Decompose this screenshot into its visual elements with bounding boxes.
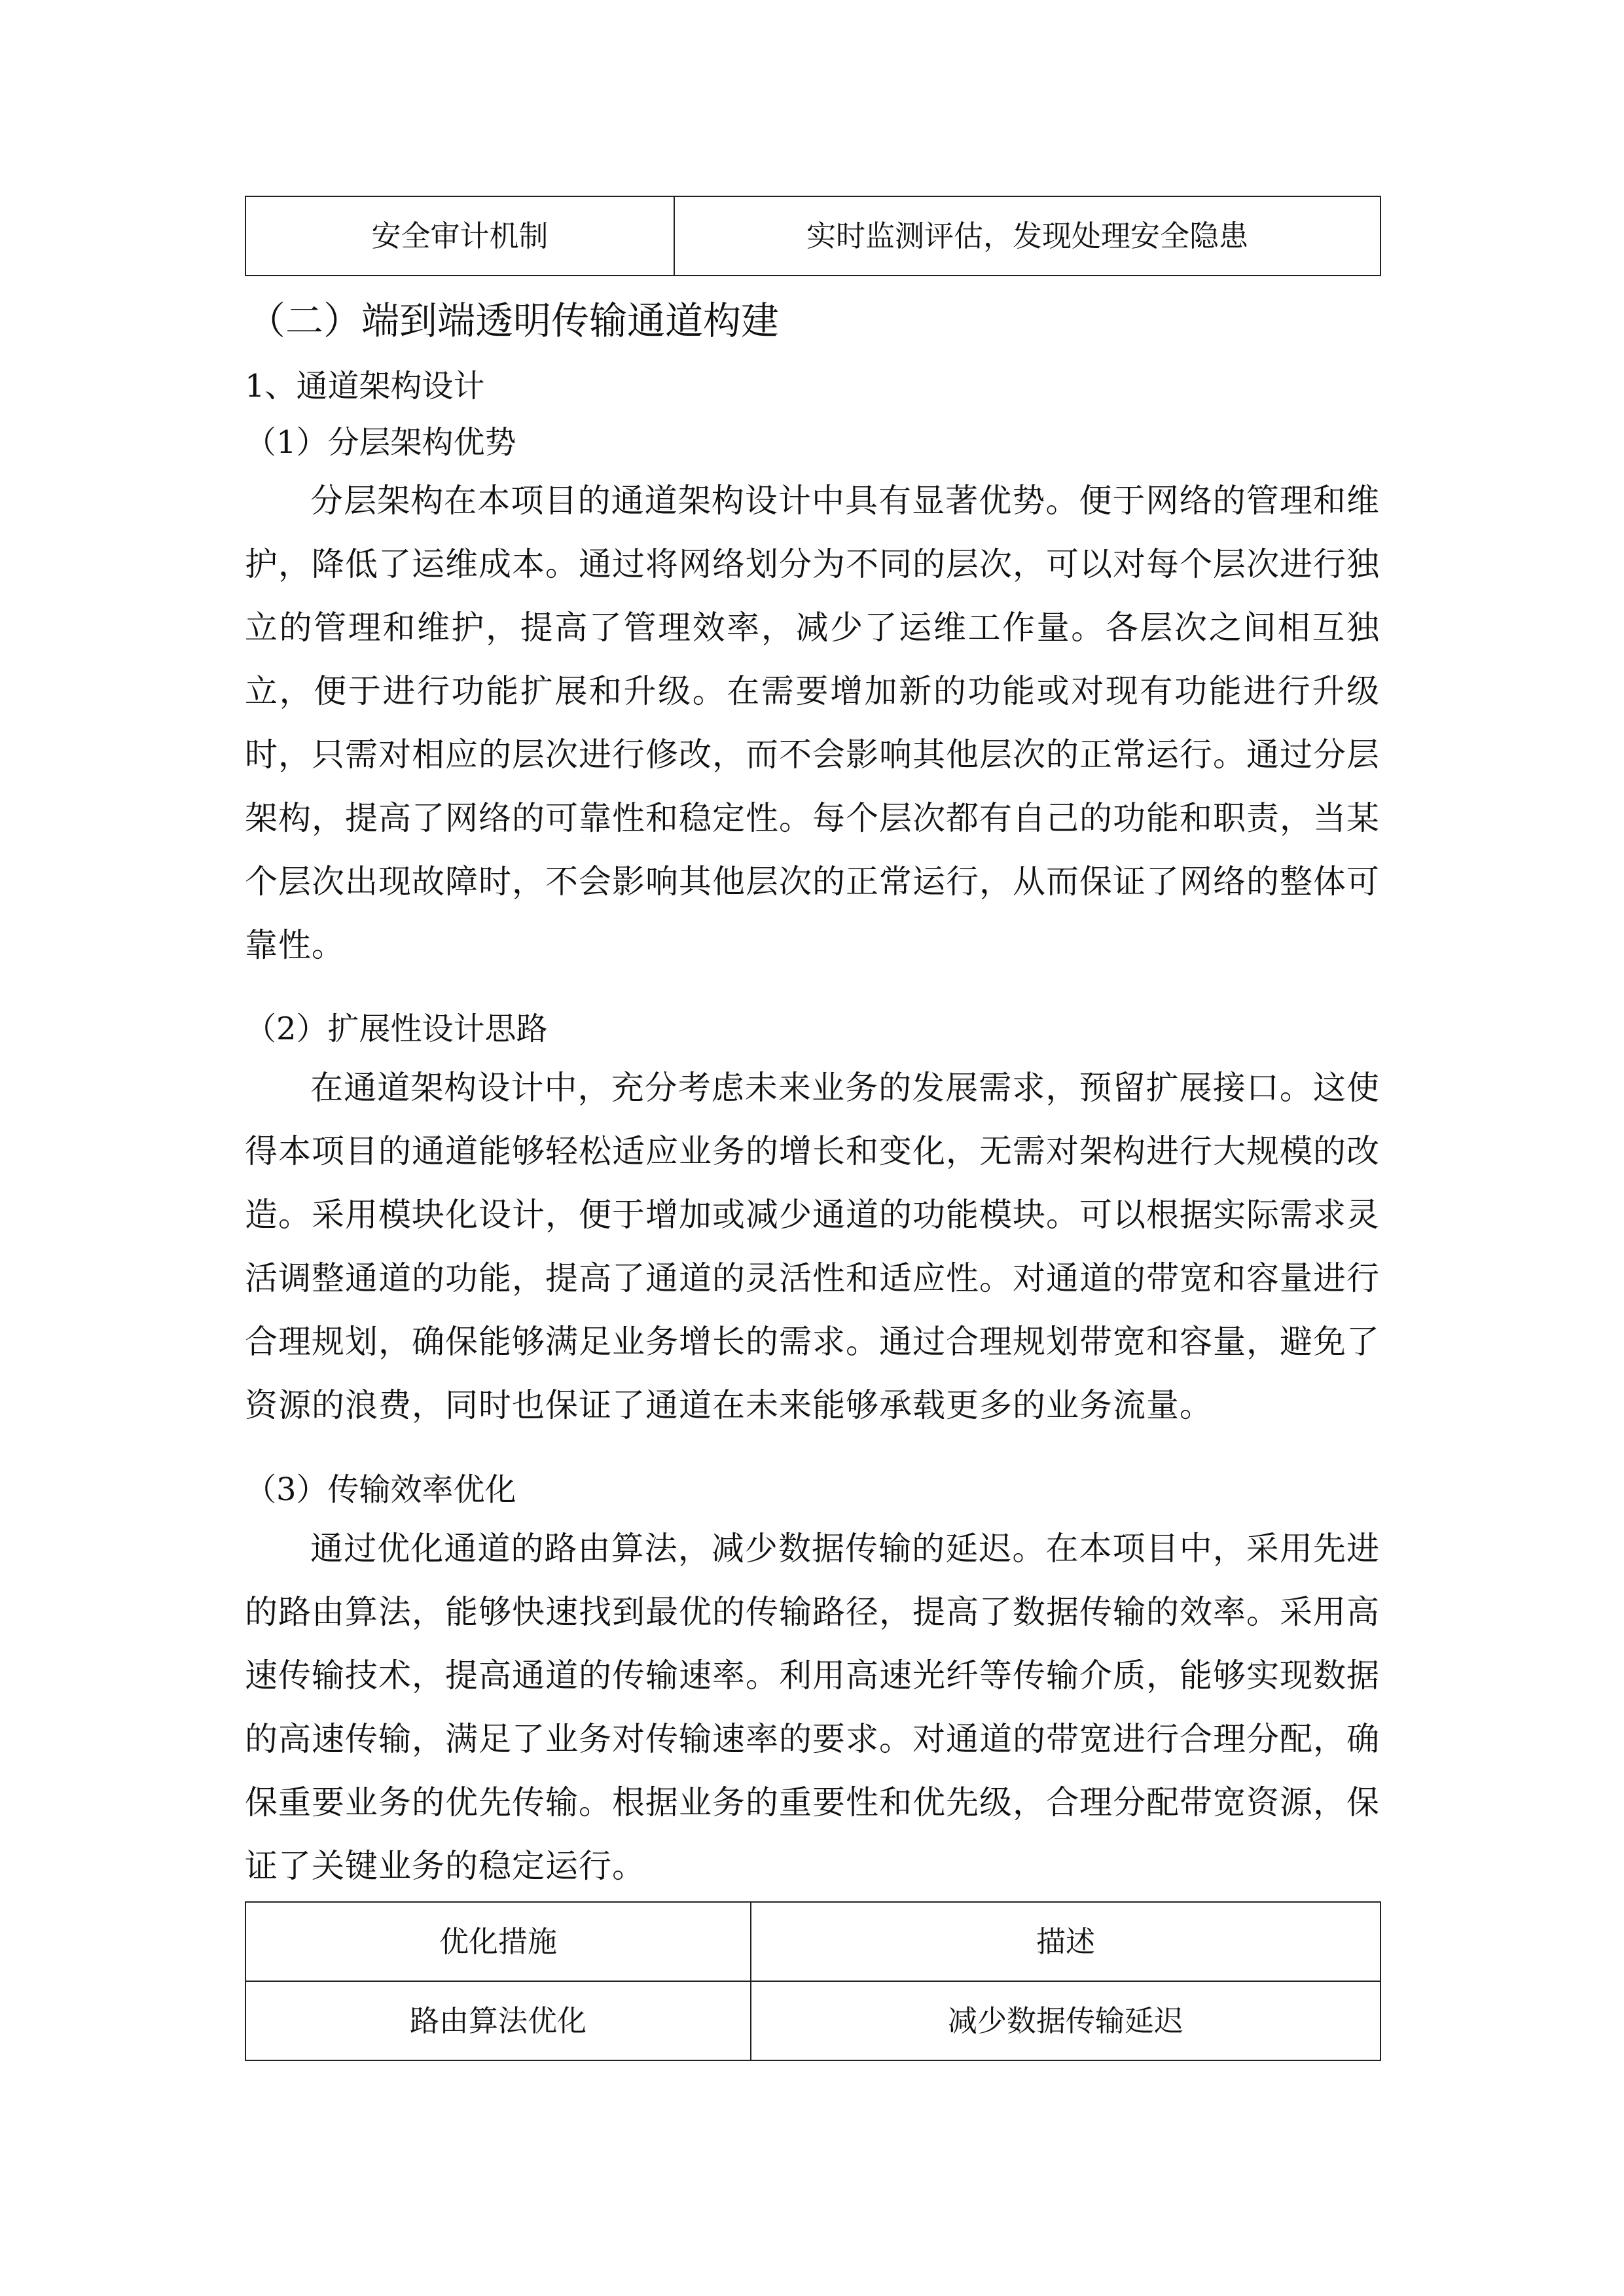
paragraph-line: 分层架构在本项目的通道架构设计中具有显著优势。便于网络的管理和维: [310, 482, 1380, 520]
table-cell: 实时监测评估，发现处理安全隐患: [674, 196, 1380, 276]
paragraph-line: 速传输技术，提高通道的传输速率。利用高速光纤等传输介质，能够实现数据: [245, 1657, 1380, 1695]
section-title: （二）端到端透明传输通道构建: [247, 298, 780, 343]
paragraph-line: 活调整通道的功能，提高了通道的灵活性和适应性。对通道的带宽和容量进行: [245, 1259, 1380, 1297]
paragraph-line: 保重要业务的优先传输。根据业务的重要性和优先级，合理分配带宽资源，保: [245, 1784, 1380, 1821]
paragraph-line: 的高速传输，满足了业务对传输速率的要求。对通道的带宽进行合理分配，确: [245, 1720, 1380, 1758]
paragraph-line: 靠性。: [245, 926, 345, 964]
table-header-cell: 描述: [751, 1902, 1380, 1981]
paragraph-line: 立的管理和维护，提高了管理效率，减少了运维工作量。各层次之间相互独: [245, 609, 1380, 647]
security-measures-table: [245, 196, 1381, 276]
part-heading-1: （1）分层架构优势: [245, 424, 516, 461]
table-header-cell: 优化措施: [245, 1902, 751, 1981]
table-cell: 减少数据传输延迟: [751, 1981, 1380, 2060]
paragraph-line: 合理规划，确保能够满足业务增长的需求。通过合理规划带宽和容量，避免了: [245, 1323, 1380, 1361]
paragraph-line: 在通道架构设计中，充分考虑未来业务的发展需求，预留扩展接口。这使: [310, 1069, 1380, 1107]
optimization-measures-table: [245, 1901, 1381, 2061]
paragraph-scalability-design: [245, 1056, 1380, 1437]
paragraph-line: 证了关键业务的稳定运行。: [245, 1847, 645, 1885]
subsection-title: 1、通道架构设计: [245, 368, 485, 404]
paragraph-line: 造。采用模块化设计，便于增加或减少通道的功能模块。可以根据实际需求灵: [245, 1196, 1380, 1234]
paragraph-line: 架构，提高了网络的可靠性和稳定性。每个层次都有自己的功能和职责，当某: [245, 799, 1380, 837]
paragraph-line: 的路由算法，能够快速找到最优的传输路径，提高了数据传输的效率。采用高: [245, 1593, 1380, 1631]
paragraph-line: 资源的浪费，同时也保证了通道在未来能够承载更多的业务流量。: [245, 1386, 1213, 1424]
table-row: [245, 1981, 1380, 2060]
paragraph-line: 个层次出现故障时，不会影响其他层次的正常运行，从而保证了网络的整体可: [245, 863, 1380, 901]
table-header-row: [245, 1902, 1380, 1981]
table-cell: 安全审计机制: [245, 196, 674, 276]
paragraph-layered-architecture: [245, 469, 1380, 977]
paragraph-line: 时，只需对相应的层次进行修改，而不会影响其他层次的正常运行。通过分层: [245, 736, 1380, 774]
part-heading-2: （2）扩展性设计思路: [245, 1011, 548, 1047]
paragraph-line: 立，便于进行功能扩展和升级。在需要增加新的功能或对现有功能进行升级: [245, 672, 1380, 710]
paragraph-line: 护，降低了运维成本。通过将网络划分为不同的层次，可以对每个层次进行独: [245, 545, 1380, 583]
paragraph-transmission-efficiency: [245, 1517, 1380, 1898]
part-heading-3: （3）传输效率优化: [245, 1471, 516, 1508]
paragraph-line: 得本项目的通道能够轻松适应业务的增长和变化，无需对架构进行大规模的改: [245, 1132, 1380, 1170]
paragraph-line: 通过优化通道的路由算法，减少数据传输的延迟。在本项目中，采用先进: [310, 1530, 1380, 1568]
table-row: [245, 196, 1380, 276]
table-cell: 路由算法优化: [245, 1981, 751, 2060]
